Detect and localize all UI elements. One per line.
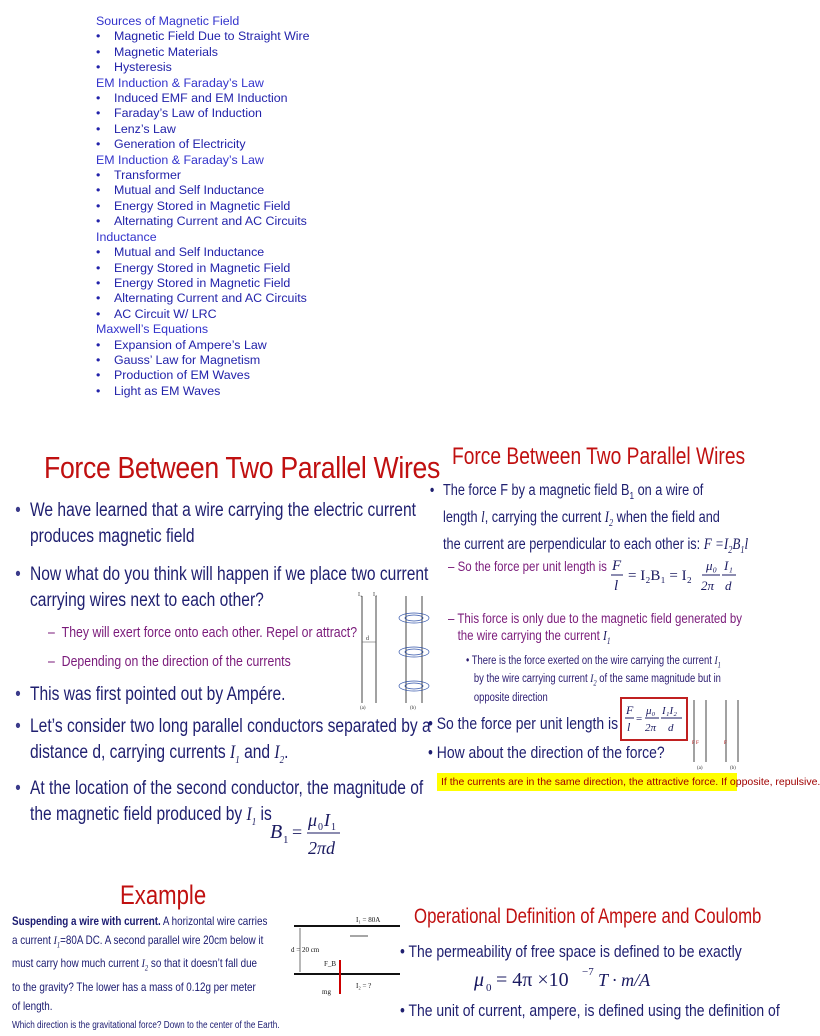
outline-heading: EM Induction & Faraday’s Law [96,75,264,90]
slide4-bullet-2: • The unit of current, ampere, is defined using the definition of [400,1001,780,1020]
svg-text:=: = [292,822,303,842]
svg-text:(a): (a) [697,766,703,771]
svg-text:F: F [612,558,622,574]
svg-text:I₁: I₁ [724,558,733,573]
bullet-icon: • [15,684,21,705]
svg-text:μ₀: μ₀ [706,558,718,573]
svg-text:2π: 2π [701,578,715,593]
slide1-sub-1: – They will exert force onto each other. Repel or attract? [48,624,358,641]
svg-text:I₁: I₁ [358,592,363,598]
fig-fb: F_B [324,960,337,968]
svg-text:0: 0 [486,982,492,994]
outline-item: • Transformer [96,168,436,183]
svg-text:= 4π ×10: = 4π ×10 [496,969,569,991]
slide2-bullet-1: • The force F by a magnetic field $B_1$ on a wire of length l, carrying the current $I_2$ when the field and the current are perpendicular to each other is: $F =I_2B_1l$ [429,482,749,557]
fig-d: d = 20 cm [291,946,320,954]
svg-text:I₂: I₂ [373,592,378,598]
slide1-title: Force Between Two Parallel Wires [44,450,440,485]
svg-text:(b): (b) [730,766,736,771]
svg-text:d: d [366,636,369,642]
slide3-title: Example [120,880,207,910]
fig-i1: I₁ = 80A [356,916,381,924]
svg-text:d: d [725,578,732,593]
outline-heading: EM Induction & Faraday’s Law [96,152,264,167]
suspended-wire-figure [290,912,410,1002]
svg-text:l: l [614,578,619,594]
svg-text:=: = [636,713,643,725]
fig-i2: I₂ = ? [356,982,372,990]
svg-text:2πd: 2πd [308,838,336,858]
outline-heading: Maxwell’s Equations [96,322,209,337]
slide2-bullet-2: • So the force per unit length is [428,714,619,733]
bullet-icon: • [15,500,21,521]
svg-text:0: 0 [318,822,323,833]
outline-item: • Energy Stored in Magnetic Field [96,199,436,214]
outline-item: • Alternating Current and AC Circuits [96,291,436,306]
outline-item: • Faraday’s Law of Induction [96,106,436,121]
outline-heading: Inductance [96,229,157,244]
boxed-formula [620,697,688,741]
outline-heading: Sources of Magnetic Field [96,14,240,28]
highlight-note: If the currents are in the same direction, the attractive force. If opposite, repulsive. [437,773,737,791]
svg-text:F: F [724,741,727,746]
outline-item: • Mutual and Self Inductance [96,183,436,198]
wire-direction-figure [688,694,746,770]
svg-text:2π: 2π [645,722,657,734]
slide1-sub-2: – Depending on the direction of the currents [48,653,291,670]
slide4-bullet-1: • The permeability of free space is defined to be exactly [400,942,742,961]
svg-text:μ₀: μ₀ [646,705,656,717]
outline-item: • Alternating Current and AC Circuits [96,214,436,229]
svg-text:F: F [626,703,634,717]
outline-item: • Induced EMF and EM Induction [96,91,436,106]
outline-item: • Generation of Electricity [96,137,436,152]
outline-item: • Gauss’ Law for Magnetism [96,353,436,368]
b1-formula [268,804,348,862]
svg-text:T · m/A: T · m/A [598,970,651,990]
svg-text:= I₂B₁ = I₂: = I₂B₁ = I₂ [628,568,692,584]
svg-text:B: B [270,821,283,843]
svg-text:μ: μ [308,810,318,830]
svg-text:l: l [627,720,631,734]
bullet-icon: • [15,716,21,737]
boxed-formula-svg [622,699,686,739]
svg-text:−7: −7 [582,966,594,978]
parallel-wires-figure [352,588,434,710]
outline-item: • Mutual and Self Inductance [96,245,436,260]
outline-item: • Expansion of Ampere’s Law [96,338,436,353]
bullet-icon: • [15,778,21,799]
svg-text:I₁I₂: I₁I₂ [662,705,677,717]
outline-item: • Magnetic Field Due to Straight Wire [96,29,436,44]
outline-item: • Production of EM Waves [96,368,436,383]
slide2-dash-2: – This force is only due to the magnetic field generated by the wire carrying the current $I_1$ [448,610,742,646]
outline-item: • Lenz’s Law [96,122,436,137]
topic-outline [96,14,436,399]
slide2-bullet-3: • How about the direction of the force? [428,743,665,762]
bullet-icon: • [15,564,21,585]
outline-item: • Energy Stored in Magnetic Field [96,276,436,291]
outline-item: • Magnetic Materials [96,45,436,60]
slide1-bullet-5: • At the location of the second conductor, the magnitude of the magnetic field produced by $I_1$ is [15,778,424,828]
outline-item: • Hysteresis [96,60,436,75]
svg-text:μ: μ [474,969,485,991]
svg-text:(a): (a) [360,706,366,711]
svg-text:1: 1 [331,822,336,833]
svg-text:I: I [324,810,330,830]
example-text: Suspending a wire with current. A horizontal wire carries a current $I_1=80A$ DC. A second parallel wire 20cm below it must carry how much current $I_2$ so that it doesn’t fall due to the gravity? The lower has a mass of 0.12g per meter of length. Which direction is the gravitational force? Down to the center of the Earth. [12,914,280,1032]
slide2-title: Force Between Two Parallel Wires [452,443,746,470]
slide1-bullet-1: • We have learned that a wire carrying the electric current produces magnetic field [15,500,416,547]
slide4-title: Operational Definition of Ampere and Coulomb [414,905,762,928]
slide2-subsub: • There is the force exerted on the wire carrying the current $I_1$ by the wire carrying current $I_2$ of the same magnitude but in opposite direction [466,655,721,704]
outline-item: • Energy Stored in Magnetic Field [96,261,436,276]
slide1-bullet-4: • Let’s consider two long parallel conductors separated by a distance d, carrying currents $I_1$ and $I_2$. [15,716,431,766]
force-per-length-formula [608,554,738,600]
svg-text:1: 1 [283,834,289,846]
mu0-formula [470,962,650,996]
slide2-dash-1: – So the force per unit length is [448,558,607,574]
outline-item: • AC Circuit W/ LRC [96,307,436,322]
svg-text:(b): (b) [410,706,416,711]
slide1-bullet-3: • This was first pointed out by Ampére. [30,682,285,708]
fig-mg: mg [322,988,331,996]
slide1-bullet-2: • Now what do you think will happen if we place two current carrying wires next to each other? [15,564,429,611]
svg-text:d: d [668,722,674,734]
outline-item: • Light as EM Waves [96,384,436,399]
svg-text:F F: F F [692,741,699,746]
